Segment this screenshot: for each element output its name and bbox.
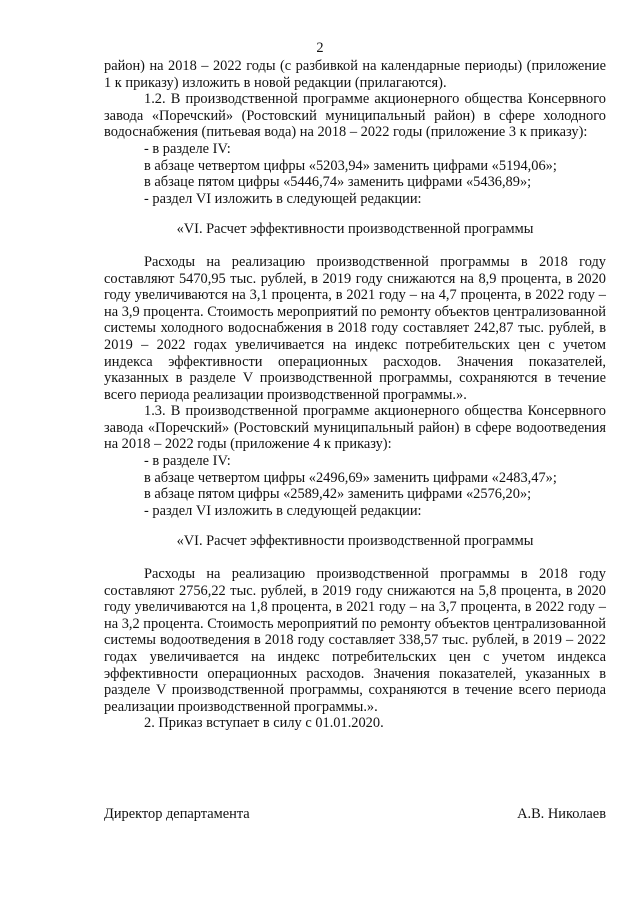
signatory-position: Директор департамента <box>104 806 250 822</box>
signatory-name: А.В. Николаев <box>517 806 606 822</box>
paragraph-1-3-item-a: - в разделе IV: <box>144 453 231 470</box>
paragraph-1-2-item-c: в абзаце пятом цифры «5446,74» заменить цифрами «5436,89»; <box>144 174 532 191</box>
paragraph-1-2: 1.2. В производственной программе акционерного общества Консервного завода «Поречский» (Ростовский муниципальный район) в сфере холодного водоснабжения (питьевая вода) на 2018 – 2022 годы (приложение 3 к приказу): <box>104 91 606 141</box>
paragraph-2: 2. Приказ вступает в силу с 01.01.2020. <box>144 715 384 732</box>
paragraph-continuation: район) на 2018 – 2022 годы (с разбивкой на календарные периоды) (приложение 1 к приказу) изложить в новой редакции (прилагаются). <box>104 58 606 91</box>
paragraph-expenses-water-supply: Расходы на реализацию производственной программы в 2018 году составляют 5470,95 тыс. рублей, в 2019 году снижаются на 8,9 процента, в 2020 году увеличиваются на 3,1 процента, в 2021 году – на 4,7 процента, в 2022 году – на 3,9 процента. Стоимость мероприятий по ремонту объектов централизованной системы холодного водоснабжения в 2018 году составляет 242,87 тыс. рублей, в 2019 – 2022 годах увеличивается на индекс потребительских цен с учетом индекса эффективности операционных расходов. Значения показателей, указанных в разделе V производственной программы, сохраняются в течение всего периода реализации производственной программы.». <box>104 253 606 403</box>
paragraph-1-3-item-d: - раздел VI изложить в следующей редакции: <box>144 502 422 519</box>
paragraph-1-3-item-b: в абзаце четвертом цифры «2496,69» заменить цифрами «2483,47»; <box>144 469 557 486</box>
paragraph-1-2-item-a: - в разделе IV: <box>144 140 231 157</box>
paragraph-1-3-item-c: в абзаце пятом цифры «2589,42» заменить цифрами «2576,20»; <box>144 486 532 503</box>
paragraph-expenses-wastewater: Расходы на реализацию производственной программы в 2018 году составляют 2756,22 тыс. рублей, в 2019 году снижаются на 5,8 процента, в 2020 году увеличиваются на 1,8 процента, в 2021 году – на 3,7 процента, в 2022 году – на 3,2 процента. Стоимость мероприятий по ремонту объектов централизованной системы водоотведения в 2018 году составляет 338,57 тыс. рублей, в 2019 – 2022 годах увеличивается на индекс потребительских цен с учетом индекса эффективности операционных расходов. Значения показателей, указанных в разделе V производственной программы, сохраняются в течение всего периода реализации производственной программы.». <box>104 566 606 715</box>
paragraph-1-2-item-d: - раздел VI изложить в следующей редакции: <box>144 190 422 207</box>
page-number: 2 <box>316 40 324 56</box>
paragraph-1-3: 1.3. В производственной программе акционерного общества Консервного завода «Поречский» (Ростовский муниципальный район) в сфере водоотведения на 2018 – 2022 годы (приложение 4 к приказу): <box>104 403 606 453</box>
paragraph-1-2-item-b: в абзаце четвертом цифры «5203,94» заменить цифрами «5194,06»; <box>144 157 557 174</box>
section-heading-1: «VI. Расчет эффективности производственной программы <box>176 221 534 238</box>
signature-block <box>104 806 606 823</box>
section-heading-2: «VI. Расчет эффективности производственной программы <box>176 533 534 550</box>
document-body <box>104 58 606 732</box>
